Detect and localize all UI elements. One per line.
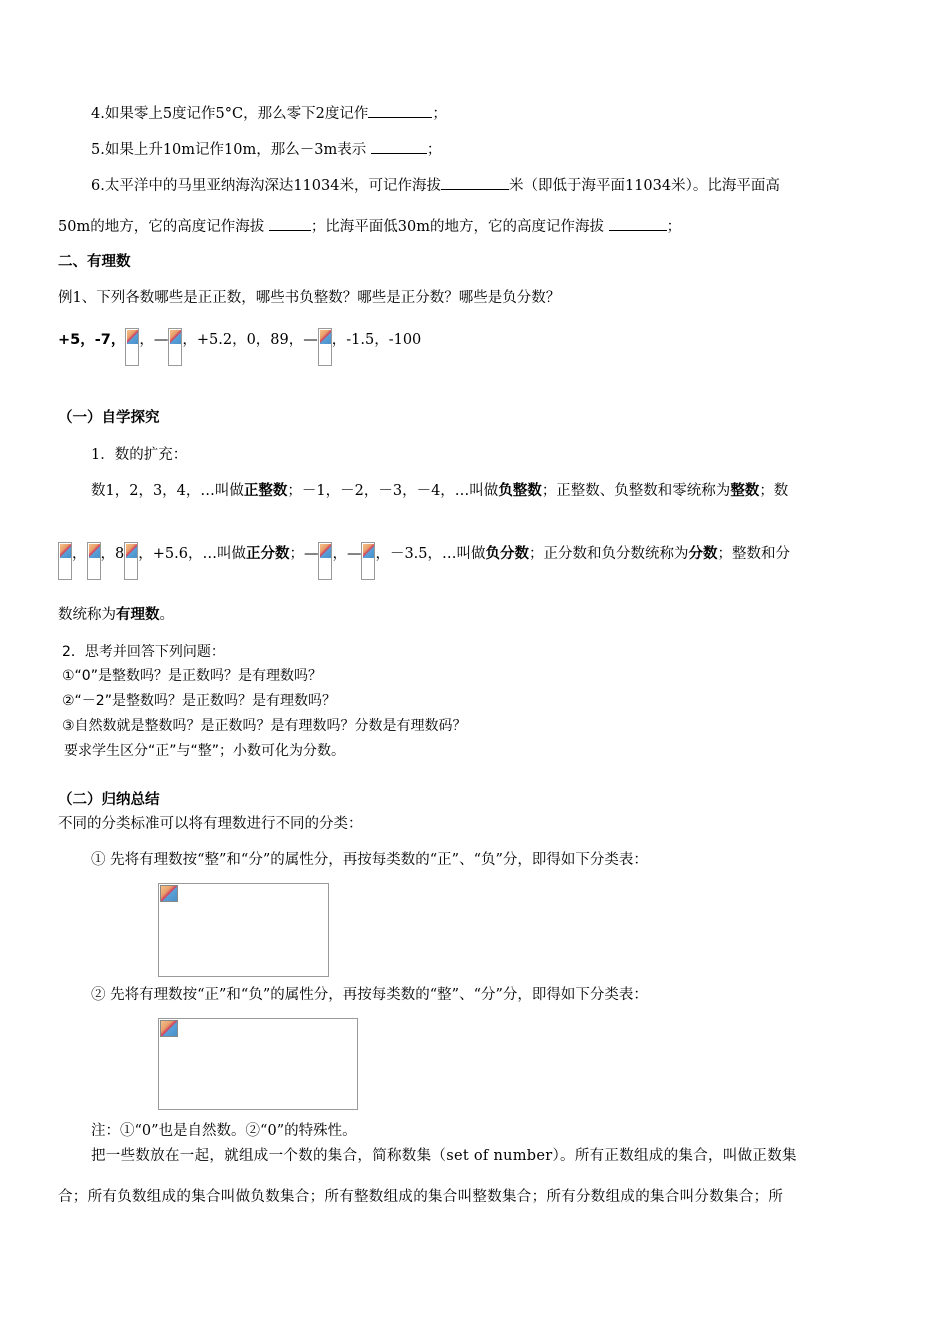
fraction-image bbox=[318, 542, 332, 580]
classification-2: ② 先将有理数按“正”和“负”的属性分，再按每类数的“整”、“分”分，即得如下分类表： bbox=[91, 987, 648, 1003]
classification-1: ① 先将有理数按“整”和“分”的属性分，再按每类数的“正”、“负”分，即得如下分类表： bbox=[91, 852, 648, 868]
fraction-image bbox=[361, 542, 375, 580]
extension-line-3: 数统称为有理数。 bbox=[58, 606, 174, 623]
classification-table-2-image bbox=[158, 1018, 358, 1110]
question-4: 4.如果零上5度记作5°C，那么零下2度记作 ； bbox=[91, 103, 447, 124]
number-set-paragraph-1: 把一些数放在一起，就组成一个数的集合，简称数集（set of number）。所有正数组成的集合，叫做正数集 bbox=[91, 1148, 797, 1164]
answer-blank bbox=[609, 216, 667, 231]
think-title: 2．思考并回答下列问题： bbox=[62, 644, 225, 660]
summary-intro: 不同的分类标准可以将有理数进行不同的分类： bbox=[58, 816, 363, 832]
fraction-image bbox=[125, 328, 139, 366]
answer-blank bbox=[368, 103, 432, 118]
broken-image-icon bbox=[160, 885, 178, 902]
think-question-3: ③自然数就是整数吗？是正数吗？是有理数吗？分数是有理数码？ bbox=[62, 718, 467, 734]
section-heading-rational-numbers: 二、有理数 bbox=[58, 254, 131, 270]
number-set-paragraph-2: 合；所有负数组成的集合叫做负数集合；所有整数组成的集合叫整数集合；所有分数组成的集合叫分数集合；所 bbox=[58, 1189, 784, 1205]
example-1-numbers: +5，-7， ，— ，+5.2，0，89，— ，-1.5，-100 bbox=[58, 330, 421, 366]
note: 注：①“0”也是自然数。②“0”的特殊性。 bbox=[91, 1123, 357, 1139]
fraction-image bbox=[58, 542, 72, 580]
answer-blank bbox=[269, 216, 311, 231]
broken-image-icon bbox=[160, 1020, 178, 1037]
fraction-image bbox=[87, 542, 101, 580]
question-6: 6.太平洋中的马里亚纳海沟深达11034米，可记作海拔 米（即低于海平面11034米）。比海平面高 bbox=[91, 175, 780, 196]
answer-blank bbox=[441, 175, 509, 190]
subsection-self-study: （一）自学探究 bbox=[58, 410, 160, 426]
think-question-2: ②“－2”是整数吗？是正数吗？是有理数吗？ bbox=[62, 693, 336, 709]
extension-line-1: 数1，2，3，4，…叫做正整数；－1，－2，－3，－4，…叫做负整数；正整数、负整数和零统称为整数；数 bbox=[91, 482, 789, 499]
item-number-extension: 1．数的扩充： bbox=[91, 447, 188, 463]
think-note: 要求学生区分“正”与“整”；小数可化为分数。 bbox=[64, 743, 346, 759]
question-6-continued: 50m的地方，它的高度记作海拔 ；比海平面低30m的地方，它的高度记作海拔 ； bbox=[58, 216, 681, 237]
answer-blank bbox=[371, 139, 427, 154]
subsection-summary: （二）归纳总结 bbox=[58, 792, 160, 808]
think-question-1: ①“0”是整数吗？是正数吗？是有理数吗？ bbox=[62, 668, 322, 684]
question-5: 5.如果上升10m记作10m，那么－3m表示 ； bbox=[91, 139, 441, 160]
extension-line-2: ， ，8 ，+5.6，…叫做正分数；— ，— ，－3.5，…叫做负分数；正分数和负分数统称为分数；整数和分 bbox=[58, 544, 790, 580]
classification-table-1-image bbox=[158, 883, 329, 977]
fraction-image bbox=[168, 328, 182, 366]
fraction-image bbox=[318, 328, 332, 366]
fraction-image bbox=[124, 542, 138, 580]
example-1: 例1、下列各数哪些是正正数，哪些书负整数？哪些是正分数？哪些是负分数？ bbox=[58, 290, 561, 306]
